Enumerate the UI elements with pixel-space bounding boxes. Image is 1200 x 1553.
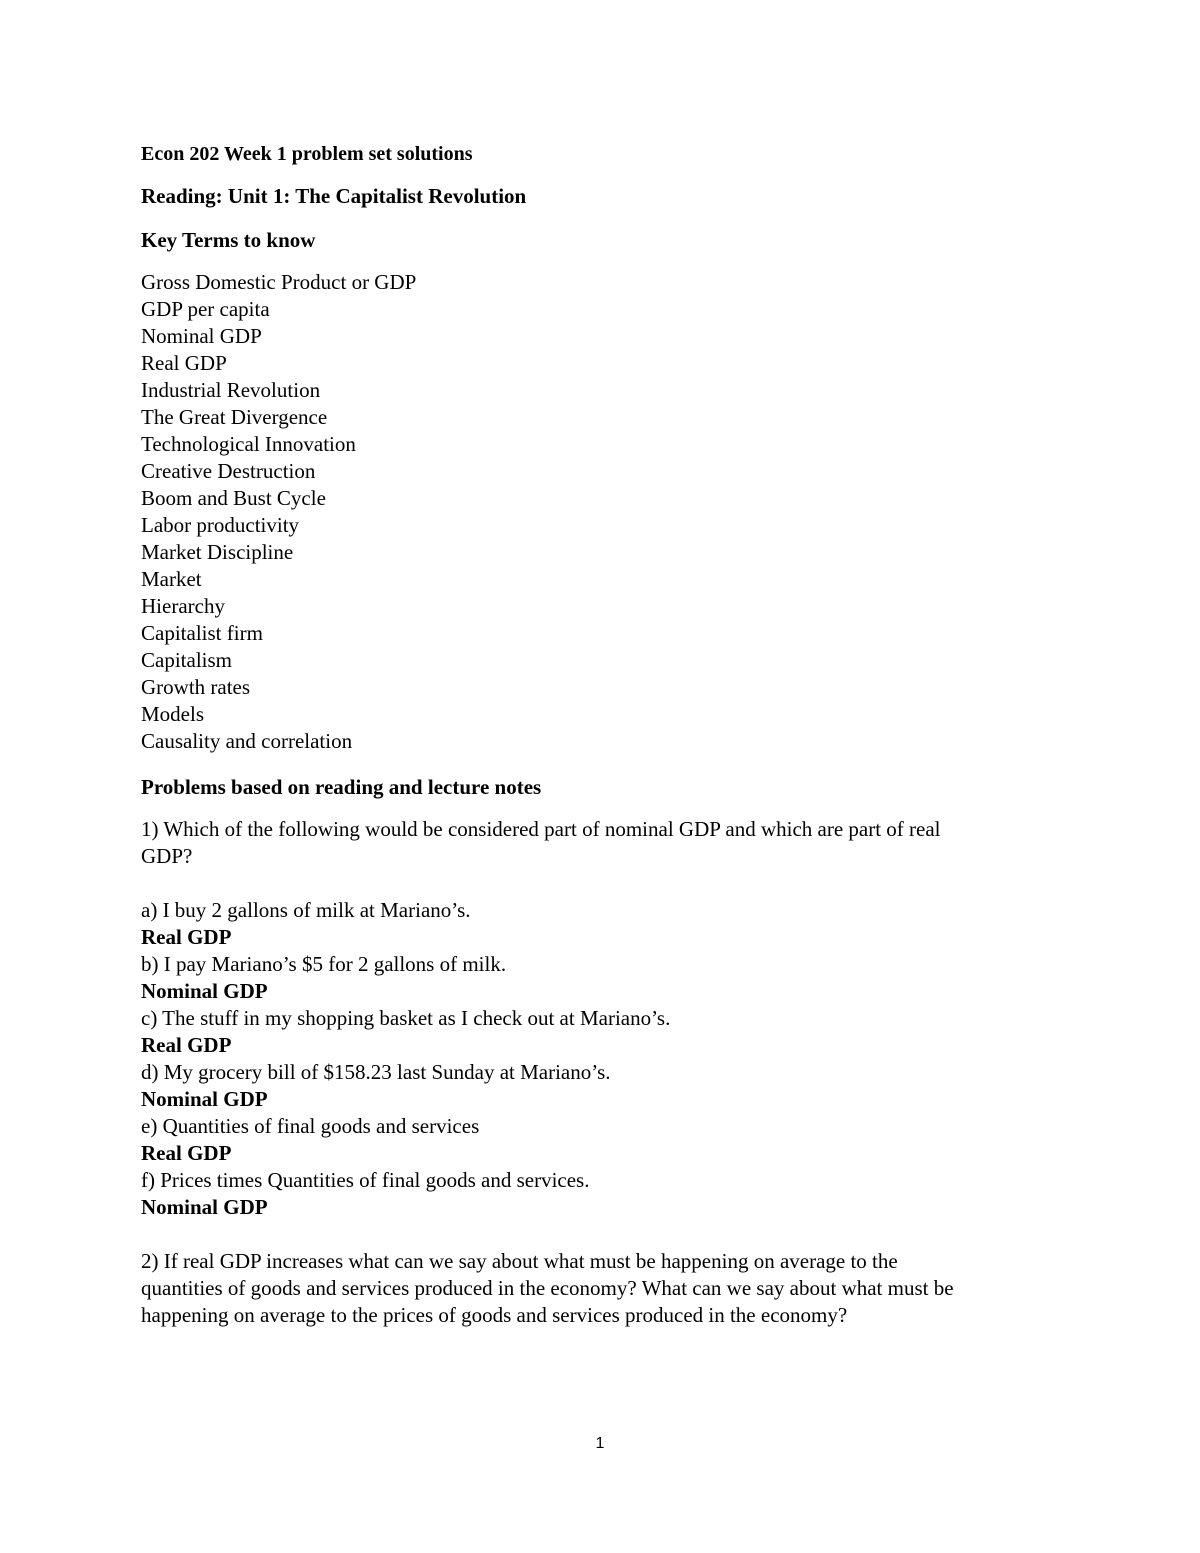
- problem-item-answer: Nominal GDP: [141, 1195, 268, 1219]
- page-content: [141, 138, 961, 1356]
- reading-assignment: Reading: Unit 1: The Capitalist Revolution: [141, 184, 527, 208]
- problem-item-question: a) I buy 2 gallons of milk at Mariano’s.: [141, 898, 471, 922]
- problem-item-question: d) My grocery bill of $158.23 last Sunday at Mariano’s.: [141, 1060, 611, 1084]
- problem-2-question: 2) If real GDP increases what can we say about what must be happening on average to the quantities of goods and services produced in the economy? What can we say about what must be happening on average to the prices of goods and services produced in the economy?: [141, 1249, 954, 1327]
- problem-1-question: 1) Which of the following would be considered part of nominal GDP and which are part of real GDP?: [141, 817, 941, 868]
- key-term: Capitalism: [141, 648, 232, 672]
- key-term: Market: [141, 567, 202, 591]
- document-title: Econ 202 Week 1 problem set solutions: [141, 143, 473, 165]
- problem-item-question: b) I pay Mariano’s $5 for 2 gallons of milk.: [141, 952, 507, 976]
- key-term: Capitalist firm: [141, 621, 263, 645]
- key-term: Hierarchy: [141, 594, 225, 618]
- key-term: GDP per capita: [141, 297, 270, 321]
- key-term: Gross Domestic Product or GDP: [141, 270, 417, 294]
- key-term: Labor productivity: [141, 513, 300, 537]
- problem-item-answer: Nominal GDP: [141, 979, 268, 1003]
- problem-item-answer: Real GDP: [141, 1141, 232, 1165]
- problem-item-answer: Real GDP: [141, 925, 232, 949]
- key-term: Creative Destruction: [141, 459, 316, 483]
- key-term: Technological Innovation: [141, 432, 356, 456]
- key-term: Nominal GDP: [141, 324, 262, 348]
- key-term: Causality and correlation: [141, 729, 353, 753]
- key-term: The Great Divergence: [141, 405, 328, 429]
- page-number: 1: [595, 1435, 605, 1452]
- key-term: Market Discipline: [141, 540, 294, 564]
- problems-heading: Problems based on reading and lecture notes: [141, 775, 542, 799]
- key-terms-list: [141, 269, 961, 755]
- problem-item-question: c) The stuff in my shopping basket as I check out at Mariano’s.: [141, 1006, 671, 1030]
- problem-item-question: e) Quantities of final goods and services: [141, 1114, 480, 1138]
- problem-item-question: f) Prices times Quantities of final goods and services.: [141, 1168, 590, 1192]
- problem-item-answer: Real GDP: [141, 1033, 232, 1057]
- problem-item-answer: Nominal GDP: [141, 1087, 268, 1111]
- key-terms-heading: Key Terms to know: [141, 228, 316, 252]
- key-term: Boom and Bust Cycle: [141, 486, 326, 510]
- key-term: Growth rates: [141, 675, 251, 699]
- key-term: Models: [141, 702, 204, 726]
- key-term: Industrial Revolution: [141, 378, 321, 402]
- key-term: Real GDP: [141, 351, 227, 375]
- problem-1-items: [141, 897, 961, 1221]
